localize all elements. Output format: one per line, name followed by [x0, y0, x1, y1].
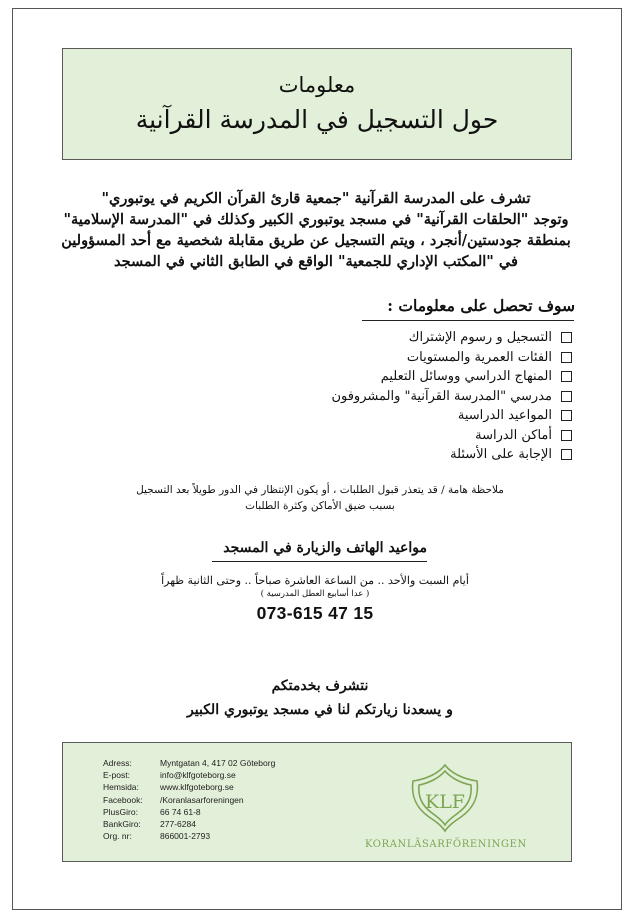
- important-note: [100, 482, 540, 514]
- logo-emblem-icon: [365, 761, 525, 841]
- contact-row: [103, 830, 275, 842]
- checklist-item: [331, 426, 572, 446]
- contact-label: Facebook:: [103, 794, 143, 805]
- contact-row: [103, 769, 275, 781]
- contact-row: [103, 806, 275, 818]
- visit-hours: أيام السبت والأحد .. من الساعة العاشرة صباحاً .. وحتى الثانية ظهراً: [161, 574, 469, 587]
- checklist-item: [331, 328, 572, 348]
- visit-heading-underline: [212, 561, 427, 562]
- contact-row: [103, 818, 275, 830]
- contact-table: [103, 757, 275, 842]
- closing-line: نتشرف بخدمتكم: [271, 678, 369, 694]
- title-box: [62, 48, 572, 160]
- phone-number[interactable]: 073-615 47 15: [256, 603, 374, 623]
- checklist-item-label: المنهاج الدراسي ووسائل التعليم: [380, 369, 552, 384]
- contact-label: BankGiro:: [103, 819, 141, 830]
- checklist-item: [331, 445, 572, 465]
- contact-label: Org. nr:: [103, 831, 132, 842]
- contact-label: E-post:: [103, 770, 130, 781]
- checkbox[interactable]: [561, 410, 572, 421]
- contact-row: [103, 781, 275, 793]
- checkbox[interactable]: [561, 332, 572, 343]
- logo-initials: KLF: [425, 791, 465, 813]
- visit-holiday-note: ( عدا أسابيع العطل المدرسية ): [260, 589, 370, 599]
- contact-label: Adress:: [103, 758, 132, 768]
- checklist-item-label: المواعيد الدراسية: [457, 408, 552, 423]
- title-heading: معلومات: [278, 73, 356, 97]
- checklist-item: [331, 406, 572, 426]
- checkbox[interactable]: [561, 391, 572, 402]
- email-link[interactable]: info@klfgoteborg.se: [160, 770, 236, 781]
- contact-value: 66 74 61-8: [160, 806, 201, 817]
- checklist-item-label: الفئات العمرية والمستويات: [406, 349, 552, 365]
- checklist-item: [331, 367, 572, 387]
- checklist-item-label: الإجابة على الأسئلة: [450, 447, 552, 462]
- contact-row: [103, 794, 275, 806]
- intro-line: بمنطقة جودستين/أنجرد ، ويتم التسجيل عن طريق مقابلة شخصية مع أحد المسؤولين: [61, 232, 571, 249]
- checklist-item-label: مدرسي "المدرسة القرآنية" والمشروفون: [331, 388, 552, 404]
- note-line: ملاحظة هامة / قد يتعذر قبول الطلبات ، أو يكون الإنتظار في الدور طويلاً بعد التسجيل: [136, 484, 504, 496]
- contact-box: [62, 742, 572, 862]
- contact-value: 866001-2793: [160, 831, 211, 842]
- checklist-item-label: أماكن الدراسة: [475, 427, 552, 443]
- intro-line: تشرف على المدرسة القرآنية "جمعية قارئ القرآن الكريم في يوتبوري": [101, 190, 531, 207]
- note-line: بسبب ضيق الأماكن وكثرة الطلبات: [245, 500, 395, 512]
- contact-row: [103, 757, 275, 769]
- info-heading-underline: [362, 320, 574, 321]
- klf-logo: [365, 761, 525, 851]
- intro-line: في "المكتب الإداري للجمعية" الواقع في الطابق الثاني في المسجد: [114, 253, 518, 270]
- contact-value: Myntgatan 4, 417 02 Göteborg: [160, 758, 276, 768]
- contact-label: PlusGiro:: [103, 806, 138, 817]
- closing-line: و يسعدنا زيارتكم لنا في مسجد يوتبوري الكبير: [187, 702, 453, 718]
- checkbox[interactable]: [561, 352, 572, 363]
- website-link[interactable]: www.klfgoteborg.se: [160, 782, 234, 793]
- checkbox[interactable]: [561, 430, 572, 441]
- checklist-item-label: التسجيل و رسوم الإشتراك: [408, 330, 552, 345]
- intro-line: وتوجد "الحلقات القرآنية" في مسجد يوتبوري الكبير وكذلك في "المدرسة الإسلامية": [63, 211, 569, 228]
- info-heading: سوف تحصل على معلومات :: [387, 296, 575, 315]
- checklist-item: [331, 387, 572, 407]
- title-subheading: حول التسجيل في المدرسة القرآنية: [135, 105, 499, 134]
- contact-label: Hemsida:: [103, 782, 139, 793]
- logo-name: KORANLÄSARFÖRENINGEN: [365, 839, 527, 850]
- checkbox[interactable]: [561, 449, 572, 460]
- checkbox[interactable]: [561, 371, 572, 382]
- visit-heading: مواعيد الهاتف والزيارة في المسجد: [223, 540, 427, 556]
- intro-paragraph: [40, 188, 592, 272]
- info-checklist: [331, 328, 572, 465]
- checklist-item: [331, 348, 572, 368]
- facebook-link[interactable]: /Koranlasarforeningen: [160, 794, 244, 805]
- contact-value: 277-6284: [160, 819, 196, 830]
